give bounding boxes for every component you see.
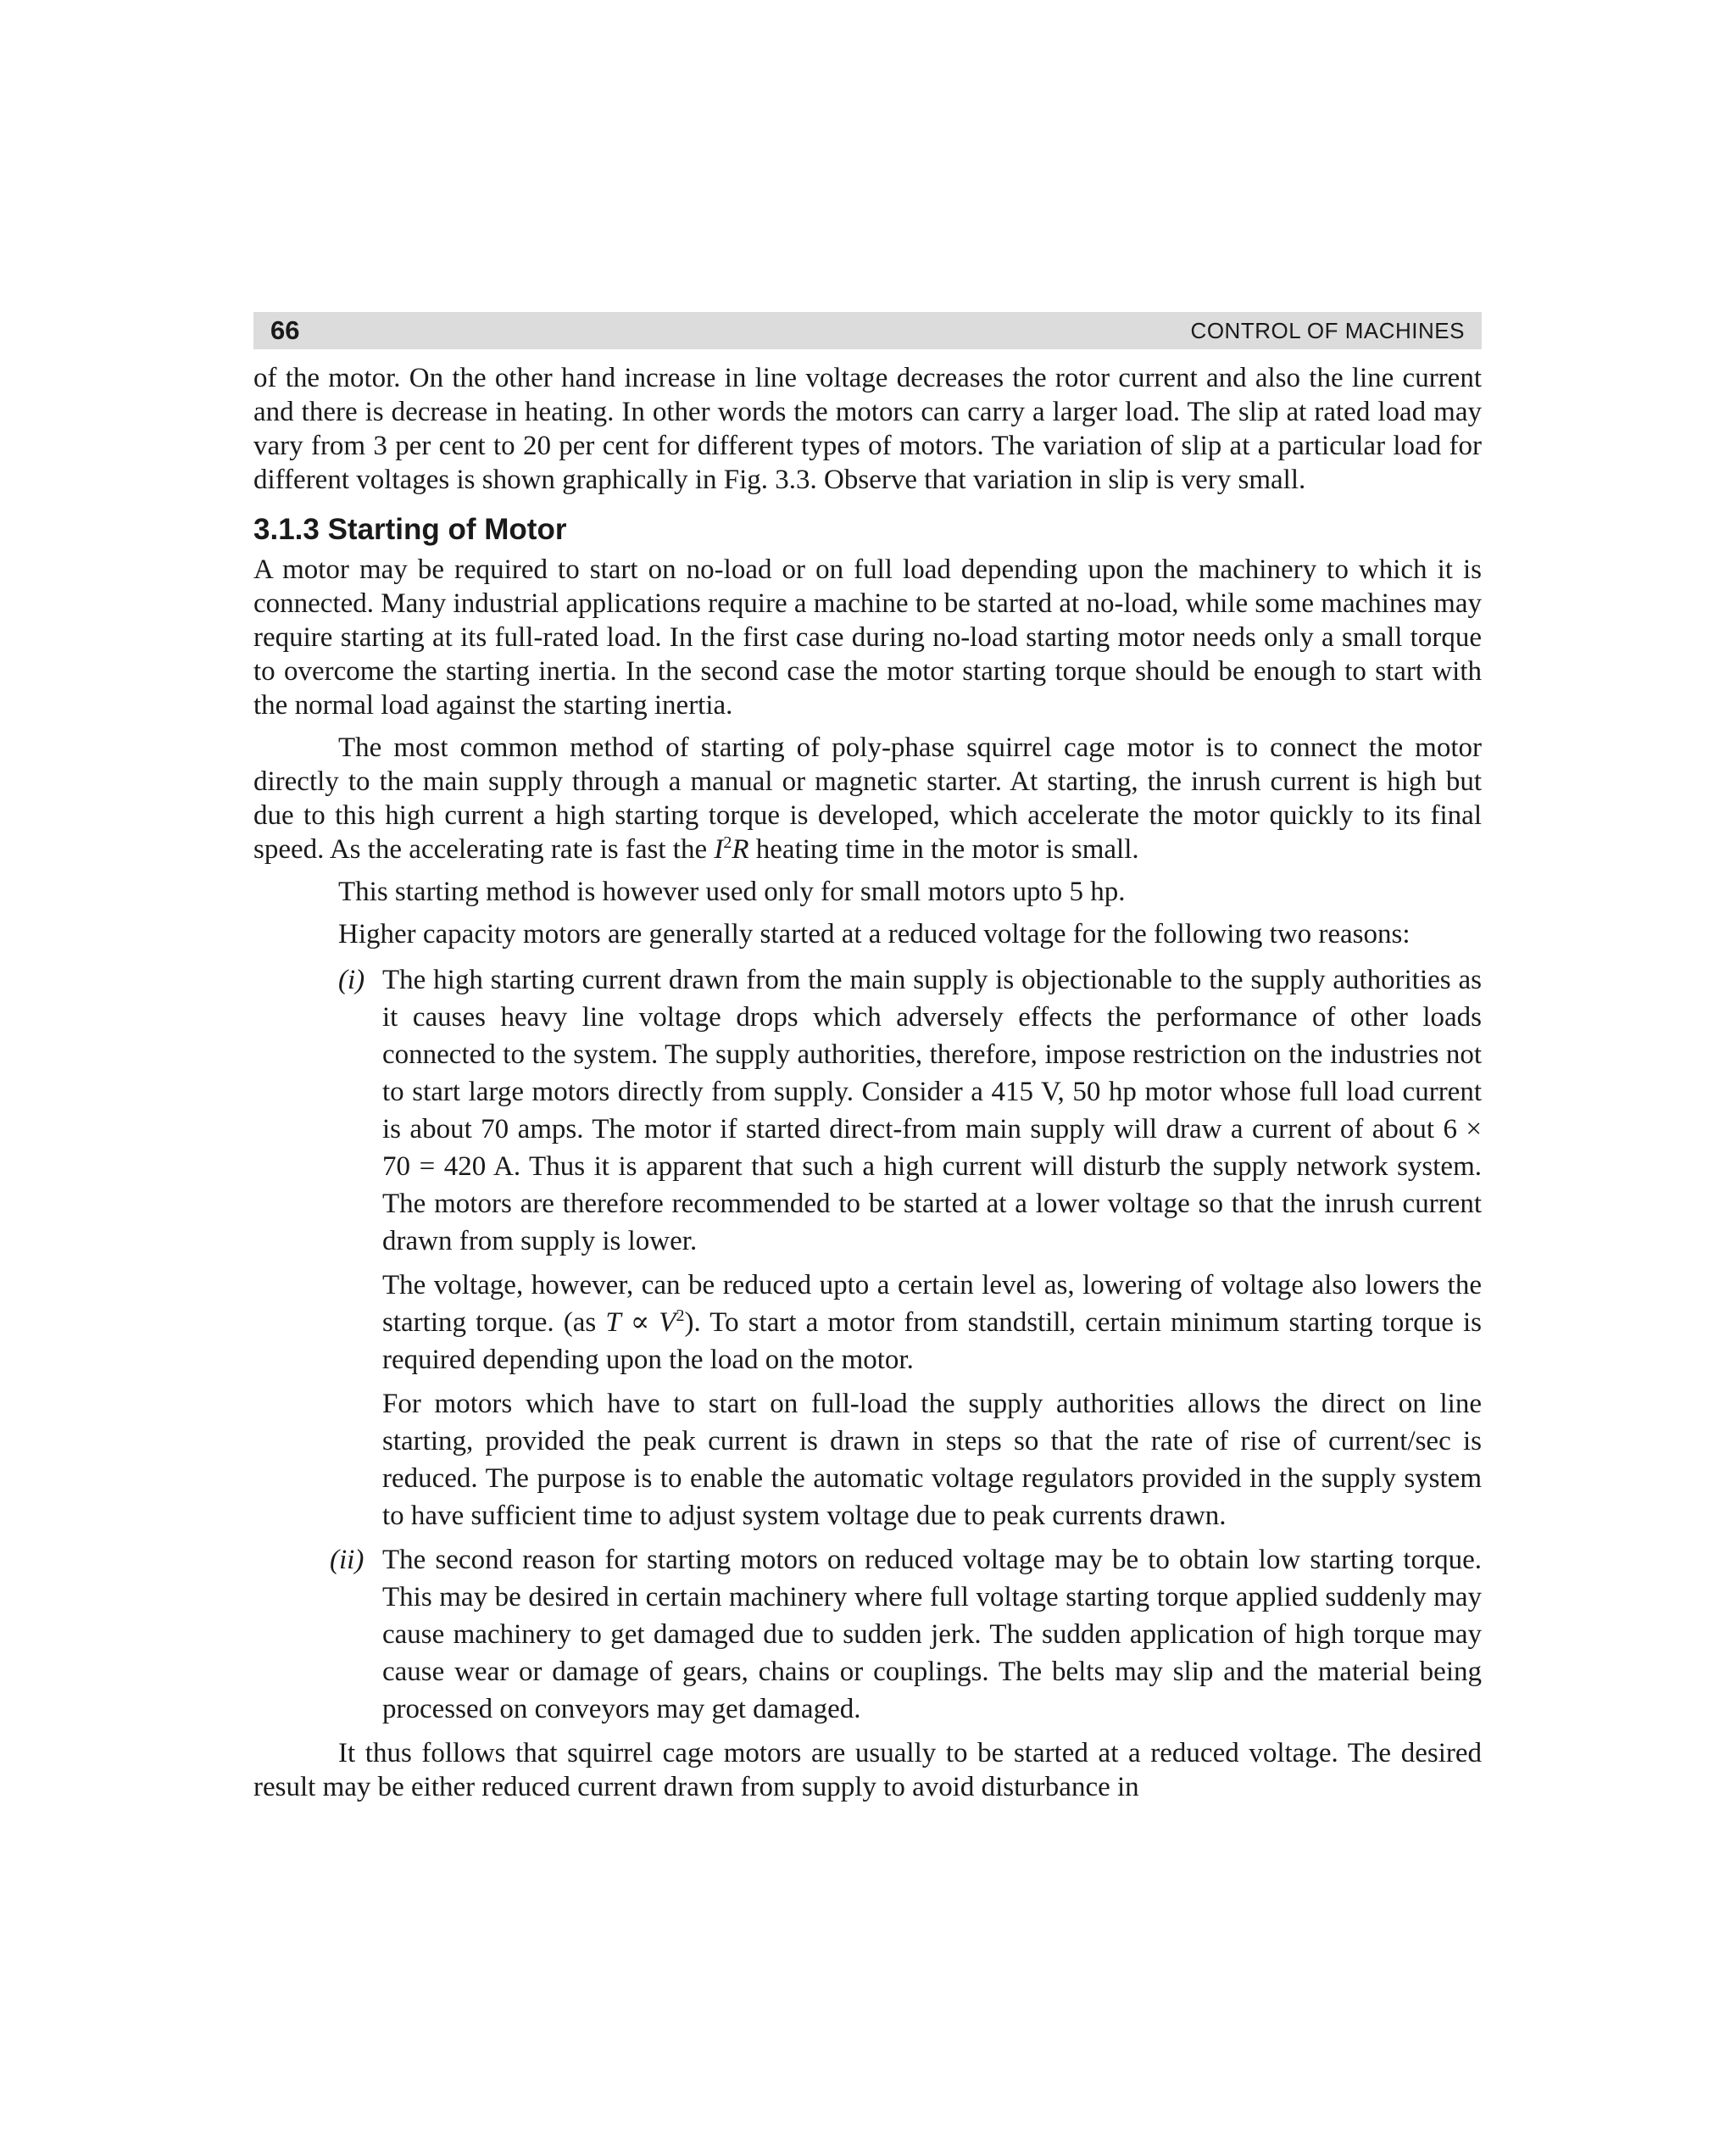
list-item-1-paragraph-2-start: The voltage, however, can be reduced upto a certain level as, lowering of voltage also lowers the starting torque. (as — [382, 1270, 1482, 1338]
list-item-2-paragraph-1: The second reason for starting motors on reduced voltage may be to obtain low starting torque. This may be desired in certain machinery where full voltage starting torque applied suddenly may cause machinery to get damaged due to sudden jerk. The sudden application of high torque may cause wear or damage of gears, chains or couplings. The belts may slip and the material being processed on conveyors may get damaged. — [382, 1545, 1482, 1724]
formula-superscript: 2 — [723, 833, 732, 852]
section-paragraph-4: Higher capacity motors are generally started at a reduced voltage for the following two reasons: — [338, 919, 1410, 950]
section-paragraph-2 — [253, 731, 1482, 866]
list-item-1-paragraph-1: The high starting current drawn from the main supply is objectionable to the supply authorities as it causes heavy line voltage drops which adversely effects the performance of other loads connected to the system. The supply authorities, therefore, impose restriction on the industries not to start large motors directly from supply. Consider a 415 V, 50 hp motor whose full load current is about 70 amps. The motor if started direct-from main supply will draw a current of about 6 × 70 = 420 A. Thus it is apparent that such a high current will disturb the supply network system. The motors are therefore recommended to be started at a lower voltage so that the inrush current drawn from supply is lower. — [382, 965, 1482, 1256]
section-paragraph-1: A motor may be required to start on no-load or on full load depending upon the machinery to which it is connected. Many industrial applications require a machine to be started at no-load, while some machines may require starting at its full-rated load. In the first case during no-load starting motor needs only a small torque to overcome the starting inertia. In the second case the motor starting torque should be enough to start with the normal load against the starting inertia. — [253, 554, 1482, 721]
formula-superscript: 2 — [676, 1306, 685, 1325]
list-item-1-paragraph-2-end: ). To start a motor from standstill, certain minimum starting torque is required depending upon the load on the motor. — [382, 1307, 1482, 1375]
list-marker: (i) — [338, 965, 365, 995]
formula-var-r: R — [732, 834, 749, 865]
body-text — [253, 361, 1482, 1804]
paragraph-2-text-start: The most common method of starting of poly-phase squirrel cage motor is to connect the motor directly to the main supply through a manual or magnetic starter. At starting, the inrush current is high but due to this high current a high starting torque is developed, which accelerate the motor quickly to its final speed. As the accelerating rate is fast the — [253, 732, 1482, 865]
formula-var-v: V — [659, 1307, 676, 1338]
document-page — [253, 312, 1482, 1804]
list-item-1-paragraph-2 — [382, 1267, 1482, 1378]
list-item-1-paragraph-3: For motors which have to start on full-load the supply authorities allows the direct on line starting, provided the peak current is drawn in steps so that the rate of rise of current/sec is reduced. The purpose is to enable the automatic voltage regulators provided in the supply system to have sufficient time to adjust system voltage due to peak currents drawn. — [382, 1389, 1482, 1531]
running-head: CONTROL OF MACHINES — [1190, 317, 1465, 343]
paragraph-2-text-end: heating time in the motor is small. — [748, 834, 1139, 865]
formula-var-t: T — [605, 1307, 621, 1338]
list-marker: (ii) — [330, 1545, 364, 1575]
formula-proportional: ∝ — [620, 1307, 659, 1338]
reasons-list — [253, 961, 1482, 1728]
formula-var-i: I — [714, 834, 724, 865]
page-header — [253, 312, 1482, 349]
section-paragraph-3: This starting method is however used only for small motors upto 5 hp. — [338, 877, 1126, 907]
list-item — [253, 1541, 1482, 1728]
list-item — [253, 961, 1482, 1534]
section-heading: 3.1.3 Starting of Motor — [253, 513, 567, 546]
closing-paragraph: It thus follows that squirrel cage motors are usually to be started at a reduced voltage. The desired result may be either reduced current drawn from supply to avoid disturbance in — [253, 1738, 1482, 1802]
intro-paragraph: of the motor. On the other hand increase in line voltage decreases the rotor current and also the line current and there is decrease in heating. In other words the motors can carry a larger load. The slip at rated load may vary from 3 per cent to 20 per cent for different types of motors. The variation of slip at a particular load for different voltages is shown graphically in Fig. 3.3. Observe that variation in slip is very small. — [253, 363, 1482, 495]
page-number: 66 — [270, 315, 300, 345]
